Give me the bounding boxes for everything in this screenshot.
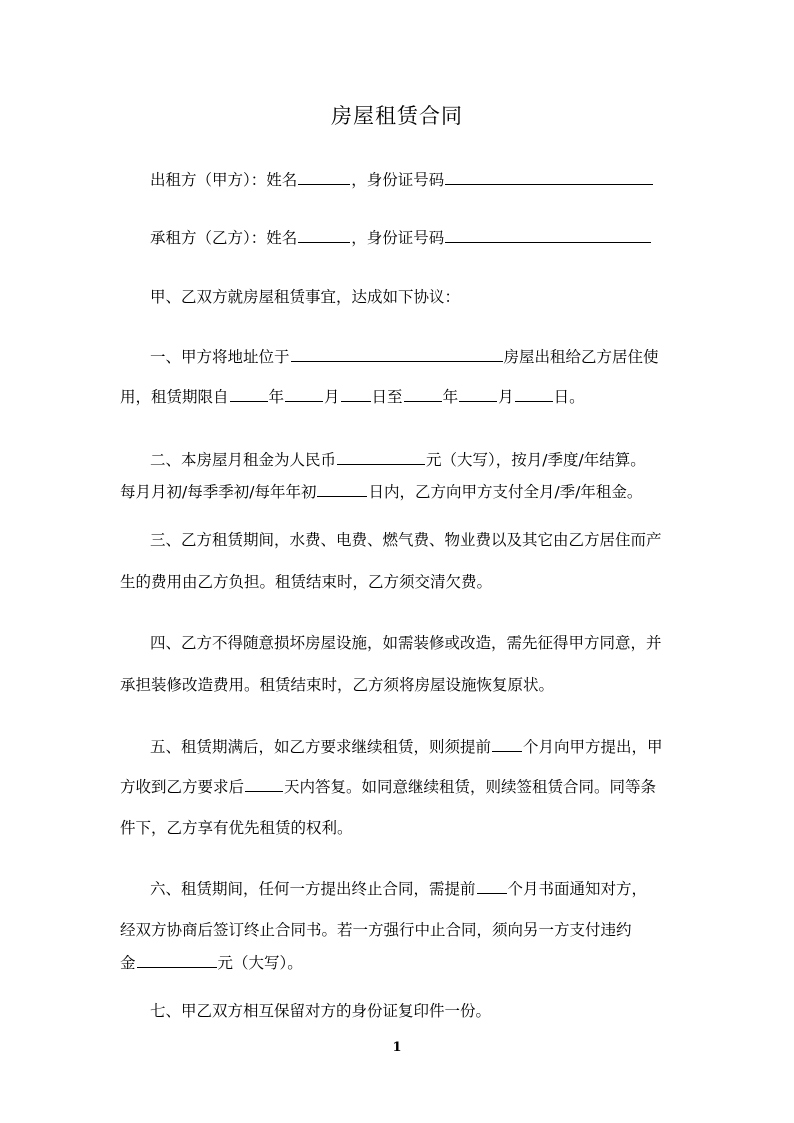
lessor-name-blank[interactable] xyxy=(298,170,350,185)
clause5-text-b: 个月向甲方提出，甲 xyxy=(523,738,663,756)
clause5-text-c: 方收到乙方要求后 xyxy=(120,778,245,796)
lessee-label: 承租方（乙方）：姓名 xyxy=(150,229,298,247)
clause4-line2: 承担装修改造费用。租赁结束时，乙方须将房屋设施恢复原状。 xyxy=(120,676,555,694)
clause6-line1 xyxy=(150,879,647,899)
lessor-id-label: ，身份证号码 xyxy=(351,171,445,189)
clause2-line1 xyxy=(150,450,646,470)
end-year-label: 年 xyxy=(442,388,459,406)
clause5-line3: 件下，乙方享有优先租赁的权利。 xyxy=(120,819,353,837)
lessor-label: 出租方（甲方）：姓名 xyxy=(150,171,298,189)
clause6-line3 xyxy=(120,953,303,973)
start-month-blank[interactable] xyxy=(285,387,323,402)
start-month-label: 月 xyxy=(324,388,340,406)
clause4-line1: 四、乙方不得随意损坏房屋设施，如需装修或改造，需先征得甲方同意，并 xyxy=(150,634,662,652)
clause2-text-b: 元（大写），按月/季度/年结算。 xyxy=(426,451,646,469)
clause2-line2 xyxy=(120,482,642,502)
clause2-text-d: 日内，乙方向甲方支付全月/季/年租金。 xyxy=(368,483,643,501)
clause1-text-c: 用，租赁期限自 xyxy=(120,388,229,406)
document-title: 房屋租赁合同 xyxy=(331,104,463,128)
clause7-text: 七、甲乙双方相互保留对方的身份证复印件一份。 xyxy=(150,1002,492,1020)
end-year-blank[interactable] xyxy=(404,387,442,402)
clause5-line2 xyxy=(120,777,656,797)
intro-text: 甲、乙双方就房屋租赁事宜，达成如下协议： xyxy=(150,288,461,306)
clause1-text-b: 房屋出租给乙方居住使 xyxy=(503,348,659,366)
clause5-text-a: 五、租赁期满后，如乙方要求继续租赁，则须提前 xyxy=(150,738,492,756)
clause3-line2: 生的费用由乙方负担。租赁结束时，乙方须交清欠费。 xyxy=(120,573,493,591)
rent-amount-blank[interactable] xyxy=(337,450,425,465)
clause2-text-a: 二、本房屋月租金为人民币 xyxy=(150,451,337,469)
renewal-months-blank[interactable] xyxy=(492,737,522,752)
lessor-line xyxy=(150,170,654,190)
end-month-label: 月 xyxy=(498,388,514,406)
address-blank[interactable] xyxy=(291,347,503,362)
clause6-text-c: 金 xyxy=(120,954,136,972)
clause6-line2: 经双方协商后签订终止合同书。若一方强行中止合同，须向另一方支付违约 xyxy=(120,921,632,939)
notice-months-blank[interactable] xyxy=(477,879,507,894)
clause2-text-c: 每月月初/每季季初/每年年初 xyxy=(120,483,317,501)
clause1-line2 xyxy=(120,387,585,407)
clause1-text-a: 一、甲方将地址位于 xyxy=(150,348,290,366)
clause1-line1 xyxy=(150,347,659,367)
start-year-label: 年 xyxy=(268,388,285,406)
start-day-label: 日至 xyxy=(371,388,403,406)
end-day-label: 日。 xyxy=(553,388,585,406)
start-day-blank[interactable] xyxy=(341,387,371,402)
end-day-blank[interactable] xyxy=(515,387,553,402)
start-year-blank[interactable] xyxy=(230,387,268,402)
end-month-blank[interactable] xyxy=(459,387,497,402)
clause5-line1 xyxy=(150,737,663,757)
clause5-text-d: 天内答复。如同意继续租赁，则续签租赁合同。同等条 xyxy=(284,778,657,796)
lessee-line xyxy=(150,228,652,248)
clause6-text-b: 个月书面通知对方， xyxy=(507,880,648,898)
payment-days-blank[interactable] xyxy=(317,482,367,497)
lessee-id-label: ，身份证号码 xyxy=(351,229,445,247)
clause6-text-a: 六、租赁期间，任何一方提出终止合同，需提前 xyxy=(150,880,476,898)
clause6-text-d: 元（大写）。 xyxy=(217,954,303,972)
clause3-line1: 三、乙方租赁期间，水费、电费、燃气费、物业费以及其它由乙方居住而产 xyxy=(150,531,662,549)
reply-days-blank[interactable] xyxy=(245,777,283,792)
lessee-name-blank[interactable] xyxy=(298,228,350,243)
lessor-id-blank[interactable] xyxy=(445,170,653,185)
lessee-id-blank[interactable] xyxy=(445,228,651,243)
penalty-amount-blank[interactable] xyxy=(137,953,217,968)
page-number: 1 xyxy=(392,1040,402,1055)
